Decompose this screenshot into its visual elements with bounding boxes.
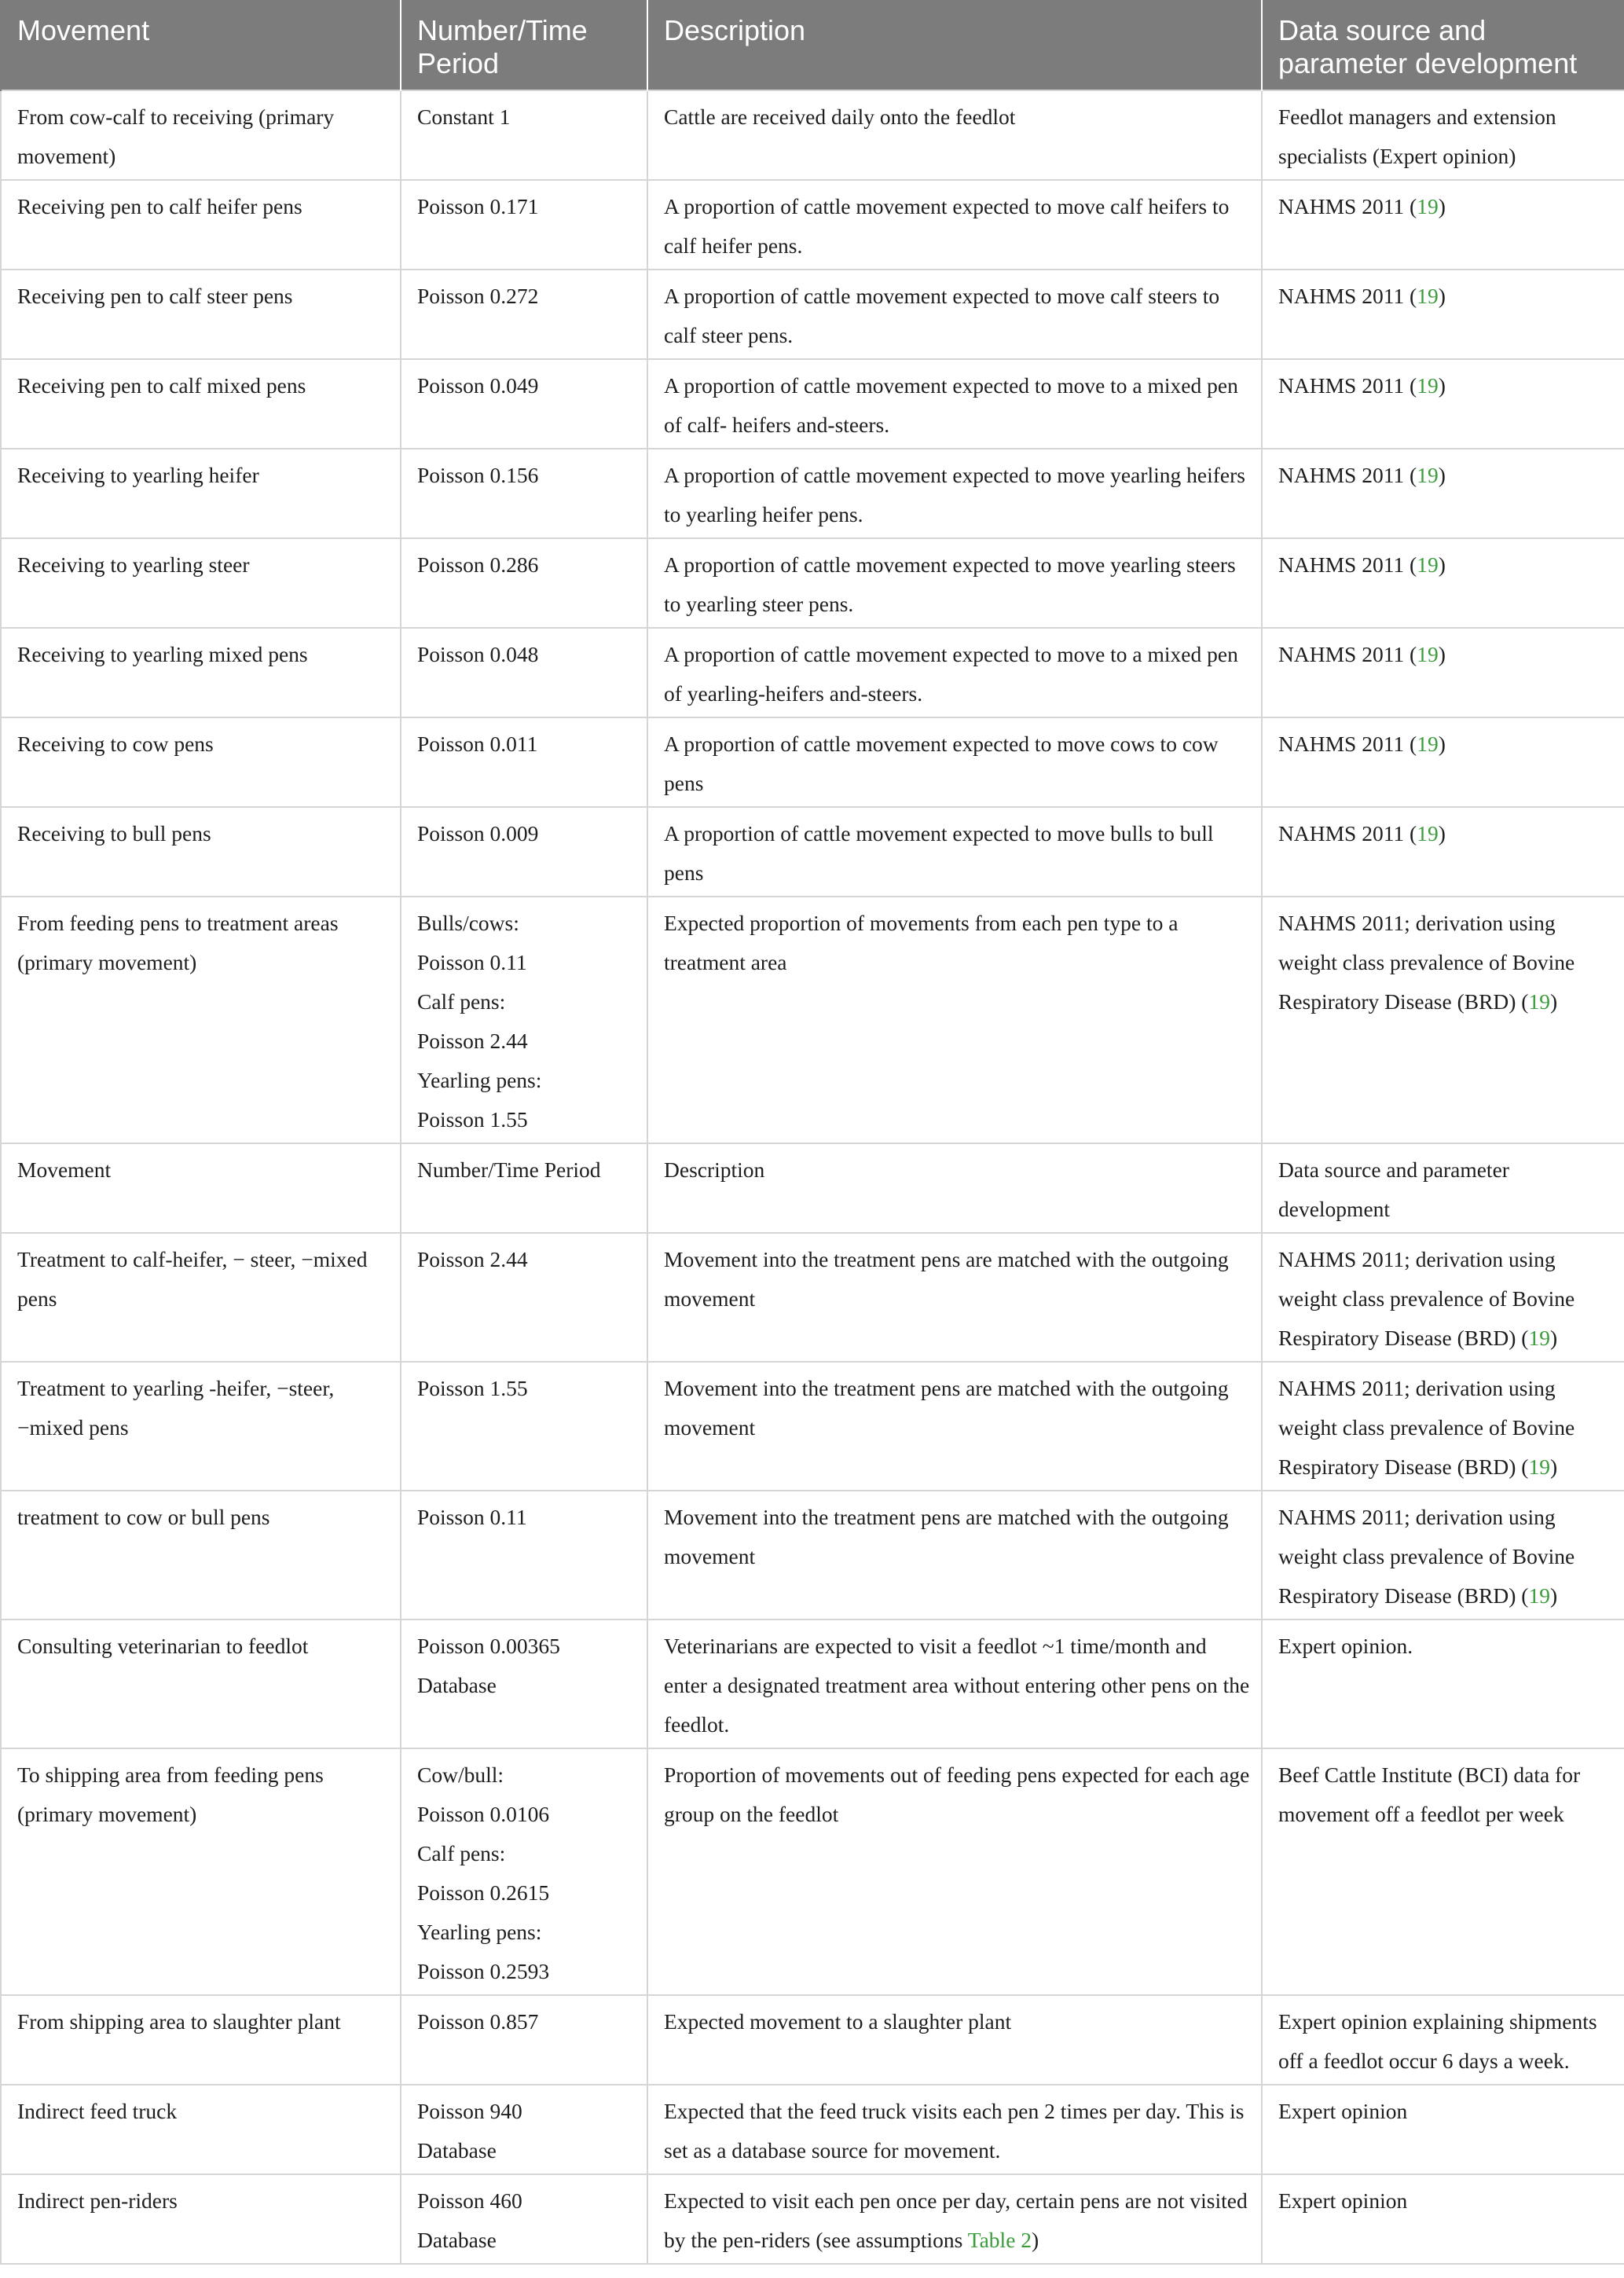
table-reference-link[interactable]: Table 2 xyxy=(967,2228,1032,2252)
number-line: Poisson 0.0106 xyxy=(417,1802,550,1826)
cell-description xyxy=(647,359,1262,449)
cell-number-time-period xyxy=(401,538,647,628)
number-line: Poisson 0.009 xyxy=(417,821,539,846)
citation-close-paren: ) xyxy=(1438,463,1446,487)
source-text: NAHMS 2011 ( xyxy=(1278,732,1417,756)
citation-close-paren: ) xyxy=(1438,732,1446,756)
citation-link[interactable]: 19 xyxy=(1528,1454,1550,1479)
source-text: Expert opinion explaining shipments off a feedlot occur 6 days a week. xyxy=(1278,2009,1597,2073)
number-line: Constant 1 xyxy=(417,105,511,129)
table-row xyxy=(1,538,1624,628)
cell-movement: Receiving to yearling steer xyxy=(1,538,401,628)
citation-link[interactable]: 19 xyxy=(1417,642,1439,666)
cell-description xyxy=(647,2085,1262,2174)
number-line: Poisson 0.857 xyxy=(417,2009,539,2034)
citation-close-paren: ) xyxy=(1549,1454,1558,1479)
source-text: Expert opinion xyxy=(1278,2099,1408,2123)
number-line: Poisson 0.272 xyxy=(417,284,539,308)
number-line: Poisson 1.55 xyxy=(417,1376,528,1400)
number-line: Yearling pens: xyxy=(417,1068,542,1092)
description-text: Veterinarians are expected to visit a feedlot ~1 time/month and enter a designated treatment area without entering other pens on the feedlot. xyxy=(664,1634,1250,1737)
table-row xyxy=(1,628,1624,717)
source-text: NAHMS 2011; derivation using weight class prevalence of Bovine Respiratory Disease (BRD) ( xyxy=(1278,1247,1575,1350)
table-row xyxy=(1,2174,1624,2264)
number-line: Calf pens: xyxy=(417,1841,506,1865)
number-line: Yearling pens: xyxy=(417,1920,542,1944)
source-text: Expert opinion. xyxy=(1278,1634,1413,1658)
cell-movement: Receiving to cow pens xyxy=(1,717,401,807)
cell-number-time-period xyxy=(401,1748,647,1995)
header-row xyxy=(1,0,1624,90)
cell-description xyxy=(647,270,1262,359)
cell-movement: Indirect feed truck xyxy=(1,2085,401,2174)
table-row xyxy=(1,897,1624,1143)
citation-link[interactable]: 19 xyxy=(1417,821,1439,846)
number-line: Poisson 0.286 xyxy=(417,552,539,577)
table-row xyxy=(1,1748,1624,1995)
source-text: Data source and parameter development xyxy=(1278,1157,1509,1221)
citation-link[interactable]: 19 xyxy=(1417,463,1439,487)
source-text: Beef Cattle Institute (BCI) data for movement off a feedlot per week xyxy=(1278,1763,1581,1826)
cell-description xyxy=(647,1143,1262,1233)
citation-close-paren: ) xyxy=(1438,194,1446,218)
citation-link[interactable]: 19 xyxy=(1417,284,1439,308)
number-line: Calf pens: xyxy=(417,989,506,1014)
cell-data-source xyxy=(1262,897,1624,1143)
number-line: Poisson 2.44 xyxy=(417,1029,528,1053)
source-text: NAHMS 2011 ( xyxy=(1278,194,1417,218)
table-row xyxy=(1,449,1624,538)
citation-link[interactable]: 19 xyxy=(1528,989,1550,1014)
cell-description xyxy=(647,717,1262,807)
description-text: A proportion of cattle movement expected to move calf heifers to calf heifer pens. xyxy=(664,194,1230,258)
citation-link[interactable]: 19 xyxy=(1417,732,1439,756)
cell-number-time-period xyxy=(401,90,647,180)
number-line: Poisson 0.11 xyxy=(417,950,527,974)
citation-link[interactable]: 19 xyxy=(1417,552,1439,577)
cell-movement: Consulting veterinarian to feedlot xyxy=(1,1620,401,1748)
cell-movement: To shipping area from feeding pens (primary movement) xyxy=(1,1748,401,1995)
table-row xyxy=(1,717,1624,807)
description-text: Expected proportion of movements from each pen type to a treatment area xyxy=(664,911,1179,974)
source-text: NAHMS 2011 ( xyxy=(1278,552,1417,577)
header-movement: Movement xyxy=(1,0,401,90)
number-line: Database xyxy=(417,2228,497,2252)
table-row xyxy=(1,90,1624,180)
cell-description xyxy=(647,538,1262,628)
cell-data-source xyxy=(1262,1491,1624,1620)
citation-close-paren: ) xyxy=(1438,284,1446,308)
number-line: Poisson 940 xyxy=(417,2099,522,2123)
number-line: Poisson 0.00365 xyxy=(417,1634,560,1658)
table-row xyxy=(1,270,1624,359)
source-text: NAHMS 2011 ( xyxy=(1278,284,1417,308)
cell-data-source xyxy=(1262,1620,1624,1748)
cell-number-time-period xyxy=(401,1362,647,1491)
cell-data-source xyxy=(1262,538,1624,628)
cell-movement: Receiving pen to calf heifer pens xyxy=(1,180,401,270)
cell-data-source xyxy=(1262,628,1624,717)
source-text: Feedlot managers and extension specialists (Expert opinion) xyxy=(1278,105,1556,168)
description-text: Movement into the treatment pens are matched with the outgoing movement xyxy=(664,1376,1229,1440)
description-text: A proportion of cattle movement expected to move yearling heifers to yearling heifer pens. xyxy=(664,463,1245,526)
table-row xyxy=(1,2085,1624,2174)
source-text: NAHMS 2011; derivation using weight class prevalence of Bovine Respiratory Disease (BRD) ( xyxy=(1278,911,1575,1014)
number-line: Poisson 0.171 xyxy=(417,194,539,218)
cell-description xyxy=(647,90,1262,180)
table-body xyxy=(1,90,1624,2264)
table-row xyxy=(1,1233,1624,1362)
table-row xyxy=(1,1491,1624,1620)
cell-movement: Receiving to bull pens xyxy=(1,807,401,897)
number-line: Poisson 0.011 xyxy=(417,732,538,756)
cell-number-time-period xyxy=(401,180,647,270)
cell-data-source xyxy=(1262,2174,1624,2264)
cell-data-source xyxy=(1262,1995,1624,2085)
description-tail: ) xyxy=(1032,2228,1039,2252)
cell-number-time-period xyxy=(401,1620,647,1748)
description-text: Movement into the treatment pens are matched with the outgoing movement xyxy=(664,1247,1229,1311)
cell-movement: Treatment to yearling -heifer, −steer, −mixed pens xyxy=(1,1362,401,1491)
cell-number-time-period xyxy=(401,449,647,538)
cell-description xyxy=(647,628,1262,717)
citation-link[interactable]: 19 xyxy=(1528,1583,1550,1608)
description-text: Cattle are received daily onto the feedlot xyxy=(664,105,1016,129)
cell-data-source xyxy=(1262,1233,1624,1362)
header-description: Description xyxy=(647,0,1262,90)
table-row xyxy=(1,1143,1624,1233)
table-row xyxy=(1,180,1624,270)
cell-number-time-period xyxy=(401,807,647,897)
number-line: Poisson 1.55 xyxy=(417,1107,528,1132)
cell-movement: Movement xyxy=(1,1143,401,1233)
number-line: Poisson 460 xyxy=(417,2188,522,2213)
cell-description xyxy=(647,1748,1262,1995)
description-text: A proportion of cattle movement expected to move calf steers to calf steer pens. xyxy=(664,284,1220,347)
cell-description xyxy=(647,1995,1262,2085)
cell-movement: Receiving to yearling mixed pens xyxy=(1,628,401,717)
citation-close-paren: ) xyxy=(1438,642,1446,666)
citation-link[interactable]: 19 xyxy=(1528,1326,1550,1350)
source-text: NAHMS 2011 ( xyxy=(1278,373,1417,398)
number-line: Poisson 0.2615 xyxy=(417,1880,550,1905)
description-text: A proportion of cattle movement expected to move cows to cow pens xyxy=(664,732,1219,795)
cell-movement: Indirect pen-riders xyxy=(1,2174,401,2264)
cell-number-time-period xyxy=(401,2174,647,2264)
cell-data-source xyxy=(1262,2085,1624,2174)
description-text: Movement into the treatment pens are matched with the outgoing movement xyxy=(664,1505,1229,1568)
citation-close-paren: ) xyxy=(1438,373,1446,398)
cell-movement: From shipping area to slaughter plant xyxy=(1,1995,401,2085)
citation-link[interactable]: 19 xyxy=(1417,373,1439,398)
source-text: NAHMS 2011; derivation using weight class prevalence of Bovine Respiratory Disease (BRD) ( xyxy=(1278,1376,1575,1479)
cell-number-time-period xyxy=(401,1995,647,2085)
description-text: Expected movement to a slaughter plant xyxy=(664,2009,1012,2034)
cell-data-source xyxy=(1262,90,1624,180)
cell-movement: Receiving pen to calf mixed pens xyxy=(1,359,401,449)
citation-close-paren: ) xyxy=(1549,989,1558,1014)
table-row xyxy=(1,807,1624,897)
cell-number-time-period xyxy=(401,897,647,1143)
cell-number-time-period xyxy=(401,628,647,717)
number-line: Cow/bull: xyxy=(417,1763,504,1787)
header-number-time-period: Number/Time Period xyxy=(401,0,647,90)
description-text: A proportion of cattle movement expected to move bulls to bull pens xyxy=(664,821,1214,885)
source-text: Expert opinion xyxy=(1278,2188,1408,2213)
number-line: Poisson 0.049 xyxy=(417,373,539,398)
cell-movement: From feeding pens to treatment areas (primary movement) xyxy=(1,897,401,1143)
cell-description xyxy=(647,807,1262,897)
cell-data-source xyxy=(1262,807,1624,897)
table-row xyxy=(1,359,1624,449)
cell-description xyxy=(647,449,1262,538)
source-text: NAHMS 2011 ( xyxy=(1278,821,1417,846)
citation-close-paren: ) xyxy=(1438,821,1446,846)
description-text: Expected to visit each pen once per day, certain pens are not visited by the pen-riders (see assumptions xyxy=(664,2188,1248,2252)
number-line: Poisson 0.156 xyxy=(417,463,539,487)
cell-movement: Treatment to calf-heifer, − steer, −mixed pens xyxy=(1,1233,401,1362)
citation-link[interactable]: 19 xyxy=(1417,194,1439,218)
cell-number-time-period xyxy=(401,359,647,449)
cell-data-source xyxy=(1262,359,1624,449)
number-line: Bulls/cows: xyxy=(417,911,519,935)
number-line: Poisson 0.048 xyxy=(417,642,539,666)
cell-movement: From cow-calf to receiving (primary movement) xyxy=(1,90,401,180)
header-data-source: Data source and parameter development xyxy=(1262,0,1624,90)
cell-movement: Receiving to yearling heifer xyxy=(1,449,401,538)
table-row xyxy=(1,1362,1624,1491)
cell-data-source xyxy=(1262,270,1624,359)
citation-close-paren: ) xyxy=(1549,1583,1558,1608)
cell-description xyxy=(647,897,1262,1143)
cell-number-time-period xyxy=(401,1143,647,1233)
description-text: A proportion of cattle movement expected to move to a mixed pen of yearling-heifers and-steers. xyxy=(664,642,1238,706)
number-line: Poisson 0.11 xyxy=(417,1505,527,1529)
cell-data-source xyxy=(1262,449,1624,538)
source-text: NAHMS 2011 ( xyxy=(1278,463,1417,487)
cell-description xyxy=(647,180,1262,270)
number-line: Database xyxy=(417,2138,497,2162)
description-text: Expected that the feed truck visits each pen 2 times per day. This is set as a database source for movement. xyxy=(664,2099,1245,2162)
cell-data-source xyxy=(1262,1143,1624,1233)
number-line: Number/Time Period xyxy=(417,1157,601,1182)
cell-data-source xyxy=(1262,180,1624,270)
description-text: Proportion of movements out of feeding pens expected for each age group on the feedlot xyxy=(664,1763,1250,1826)
cell-number-time-period xyxy=(401,270,647,359)
cell-number-time-period xyxy=(401,1491,647,1620)
cell-number-time-period xyxy=(401,1233,647,1362)
number-line: Database xyxy=(417,1673,497,1697)
table-row xyxy=(1,1995,1624,2085)
source-text: NAHMS 2011 ( xyxy=(1278,642,1417,666)
description-text: Description xyxy=(664,1157,765,1182)
cell-description xyxy=(647,1233,1262,1362)
cell-number-time-period xyxy=(401,2085,647,2174)
description-text: A proportion of cattle movement expected to move yearling steers to yearling steer pens. xyxy=(664,552,1236,616)
table-row xyxy=(1,1620,1624,1748)
number-line: Poisson 2.44 xyxy=(417,1247,528,1271)
cell-number-time-period xyxy=(401,717,647,807)
cell-description xyxy=(647,2174,1262,2264)
cell-data-source xyxy=(1262,717,1624,807)
cell-description xyxy=(647,1620,1262,1748)
citation-close-paren: ) xyxy=(1549,1326,1558,1350)
cell-data-source xyxy=(1262,1748,1624,1995)
cell-description xyxy=(647,1362,1262,1491)
cell-movement: Receiving pen to calf steer pens xyxy=(1,270,401,359)
number-line: Poisson 0.2593 xyxy=(417,1959,550,1983)
cell-data-source xyxy=(1262,1362,1624,1491)
source-text: NAHMS 2011; derivation using weight class prevalence of Bovine Respiratory Disease (BRD) ( xyxy=(1278,1505,1575,1608)
cell-movement: treatment to cow or bull pens xyxy=(1,1491,401,1620)
citation-close-paren: ) xyxy=(1438,552,1446,577)
cell-description xyxy=(647,1491,1262,1620)
description-text: A proportion of cattle movement expected to move to a mixed pen of calf- heifers and-steers. xyxy=(664,373,1238,437)
